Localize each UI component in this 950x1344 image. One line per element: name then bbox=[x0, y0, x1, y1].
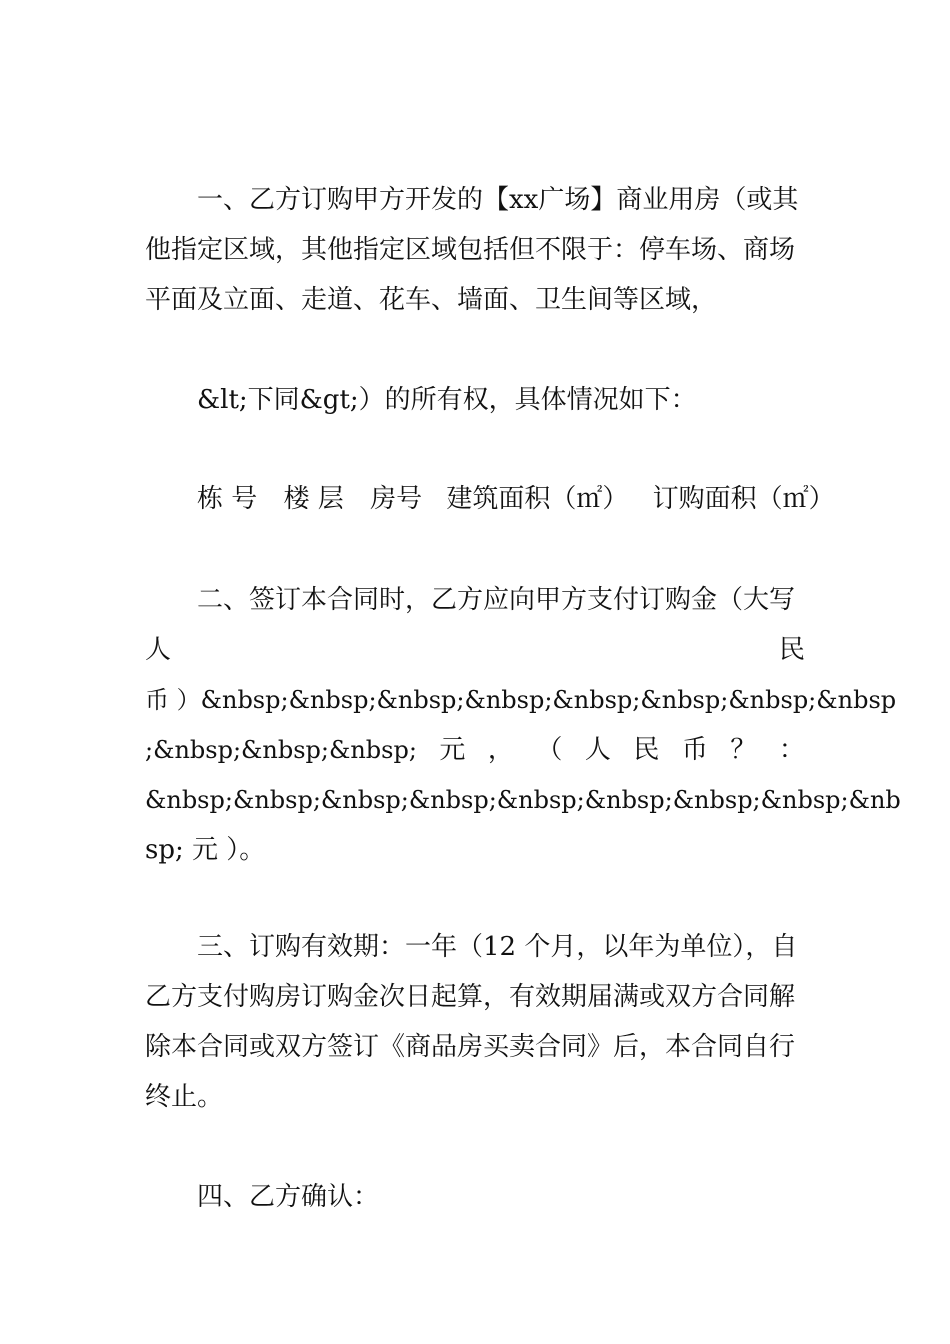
header-built-area: 建筑面积（㎡） bbox=[446, 484, 629, 514]
clause-4: 四、乙方确认： bbox=[197, 1182, 380, 1212]
header-floor: 楼 层 bbox=[283, 484, 344, 514]
clause-1-line-2: 他指定区域，其他指定区域包括但不限于：停车场、商场 bbox=[145, 235, 796, 265]
header-room: 房号 bbox=[370, 484, 423, 514]
clause-2-line-3: 币 ）&nbsp;&nbsp;&nbsp;&nbsp;&nbsp;&nbsp;&nbsp;&nbsp bbox=[145, 686, 897, 714]
clause-2-line-6: sp; 元 ）。 bbox=[145, 835, 266, 865]
clause-2-line-4-part: 元 bbox=[439, 735, 466, 765]
clause-2-line-2-start: 人 bbox=[145, 635, 172, 665]
clause-2-line-2-end: 民 bbox=[778, 635, 805, 665]
header-building: 栋 号 bbox=[197, 484, 258, 514]
clause-2-line-4-part: ;&nbsp;&nbsp;&nbsp; bbox=[145, 736, 417, 764]
clause-2-line-4-part: ？ bbox=[730, 735, 757, 765]
clause-3-line-1: 三、订购有效期：一年（12 个月，以年为单位），自 bbox=[197, 932, 798, 962]
clause-2-line-2 bbox=[145, 633, 805, 667]
table-header bbox=[197, 482, 835, 516]
clause-2-line-4-part: ， bbox=[487, 735, 514, 765]
header-purchase-area: 订购面积（㎡） bbox=[652, 484, 835, 514]
clause-1-line-1: 一、乙方订购甲方开发的【xx广场】商业用房（或其 bbox=[197, 185, 799, 215]
clause-2-line-5: &nbsp;&nbsp;&nbsp;&nbsp;&nbsp;&nbsp;&nbsp;&nbsp;&nb bbox=[145, 786, 901, 814]
clause-2-line-4 bbox=[145, 733, 805, 767]
clause-2-line-4-part: （ bbox=[536, 735, 563, 765]
clause-2-line-1: 二、签订本合同时，乙方应向甲方支付订购金（大写 bbox=[197, 585, 796, 615]
clause-2-line-4-part: ： bbox=[778, 735, 805, 765]
clause-2-line-4-part: 民 bbox=[633, 735, 660, 765]
clause-1-continuation: &lt;下同&gt;）的所有权，具体情况如下： bbox=[197, 385, 697, 415]
clause-2-line-4-part: 人 bbox=[584, 735, 611, 765]
clause-1-line-3: 平面及立面、走道、花车、墙面、卫生间等区域， bbox=[145, 285, 718, 315]
clause-3-line-2: 乙方支付购房订购金次日起算，有效期届满或双方合同解 bbox=[145, 982, 796, 1012]
clause-3-line-4: 终止。 bbox=[145, 1082, 224, 1112]
clause-3-line-3: 除本合同或双方签订《商品房买卖合同》后，本合同自行 bbox=[145, 1032, 796, 1062]
clause-2-line-4-part: 币 bbox=[681, 735, 708, 765]
